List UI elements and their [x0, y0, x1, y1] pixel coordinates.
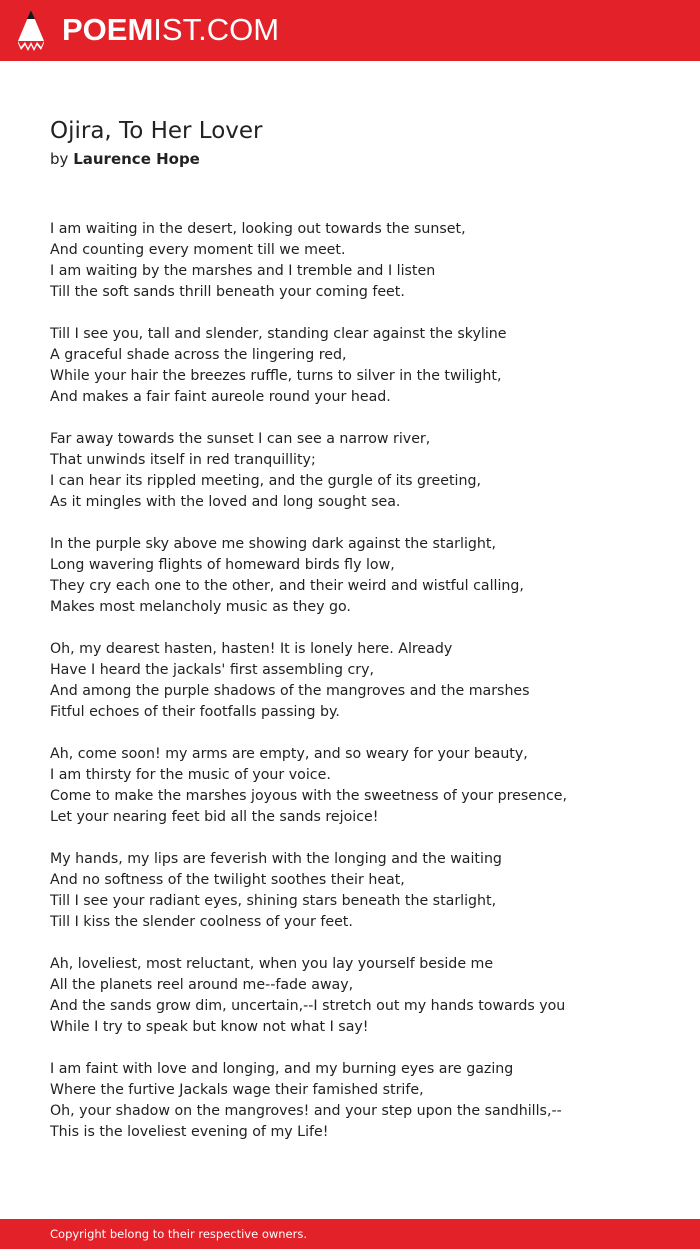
stanza	[50, 1059, 670, 1143]
poem-line: Come to make the marshes joyous with the sweetness of your presence,	[50, 788, 568, 804]
poem-line: And among the purple shadows of the mangroves and the marshes	[50, 683, 530, 699]
stanza	[50, 429, 670, 513]
stanza	[50, 744, 670, 828]
poem-line: I am waiting in the desert, looking out towards the sunset,	[50, 221, 466, 237]
poem-line: Far away towards the sunset I can see a narrow river,	[50, 431, 431, 447]
stanza	[50, 639, 670, 723]
poem-line: And no softness of the twilight soothes their heat,	[50, 872, 405, 888]
poem-line: I am waiting by the marshes and I tremble and I listen	[50, 263, 436, 279]
stanza	[50, 954, 670, 1038]
poem-line: Fitful echoes of their footfalls passing by.	[50, 704, 340, 720]
poem-line: All the planets reel around me--fade away,	[50, 977, 354, 993]
poem-line: Ah, come soon! my arms are empty, and so weary for your beauty,	[50, 746, 528, 762]
poem-line: Where the furtive Jackals wage their famished strife,	[50, 1082, 424, 1098]
poem-body	[50, 219, 670, 1164]
pencil-tip-icon	[17, 9, 45, 51]
stanza	[50, 219, 670, 303]
poem-line: Till I see you, tall and slender, standing clear against the skyline	[50, 326, 507, 342]
stanza	[50, 849, 670, 933]
poem-line: Have I heard the jackals' first assembling cry,	[50, 662, 375, 678]
stanza	[50, 534, 670, 618]
poem-line: While I try to speak but know not what I say!	[50, 1019, 369, 1035]
poem-line: And counting every moment till we meet.	[50, 242, 346, 258]
poem-line: Long wavering flights of homeward birds fly low,	[50, 557, 395, 573]
poem-line: Oh, my dearest hasten, hasten! It is lonely here. Already	[50, 641, 453, 657]
poem-line: Ah, loveliest, most reluctant, when you lay yourself beside me	[50, 956, 494, 972]
poem-line: Till I see your radiant eyes, shining stars beneath the starlight,	[50, 893, 497, 909]
poem-line: I am faint with love and longing, and my burning eyes are gazing	[50, 1061, 514, 1077]
poem-line: I can hear its rippled meeting, and the gurgle of its greeting,	[50, 473, 481, 489]
site-header	[0, 0, 700, 61]
poem-line: While your hair the breezes ruffle, turns to silver in the twilight,	[50, 368, 502, 384]
poem-line: They cry each one to the other, and their weird and wistful calling,	[50, 578, 524, 594]
poem-line: And makes a fair faint aureole round your head.	[50, 389, 391, 405]
poem-line: Makes most melancholy music as they go.	[50, 599, 351, 615]
poem-line: I am thirsty for the music of your voice.	[50, 767, 331, 783]
poem-line: Till the soft sands thrill beneath your coming feet.	[50, 284, 405, 300]
stanza	[50, 324, 670, 408]
site-footer	[0, 1219, 700, 1249]
poem-line: In the purple sky above me showing dark against the starlight,	[50, 536, 496, 552]
poem-title: Ojira, To Her Lover	[50, 118, 263, 144]
poem-line: A graceful shade across the lingering red,	[50, 347, 347, 363]
logo-text-strong: POEM	[62, 12, 154, 47]
poem-line: My hands, my lips are feverish with the longing and the waiting	[50, 851, 502, 867]
byline	[50, 149, 200, 169]
logo-text-light: IST.COM	[153, 12, 280, 47]
site-logo[interactable]	[62, 12, 279, 48]
byline-label: by	[50, 150, 69, 168]
author-name: Laurence Hope	[73, 150, 200, 168]
poem-line: Let your nearing feet bid all the sands rejoice!	[50, 809, 379, 825]
copyright-notice: Copyright belong to their respective owners.	[50, 1227, 308, 1241]
poem-line: Till I kiss the slender coolness of your feet.	[50, 914, 353, 930]
poem-line: That unwinds itself in red tranquillity;	[50, 452, 316, 468]
poem-line: As it mingles with the loved and long sought sea.	[50, 494, 401, 510]
poem-line: This is the loveliest evening of my Life!	[50, 1124, 329, 1140]
poem-line: Oh, your shadow on the mangroves! and your step upon the sandhills,--	[50, 1103, 562, 1119]
poem-line: And the sands grow dim, uncertain,--I stretch out my hands towards you	[50, 998, 566, 1014]
